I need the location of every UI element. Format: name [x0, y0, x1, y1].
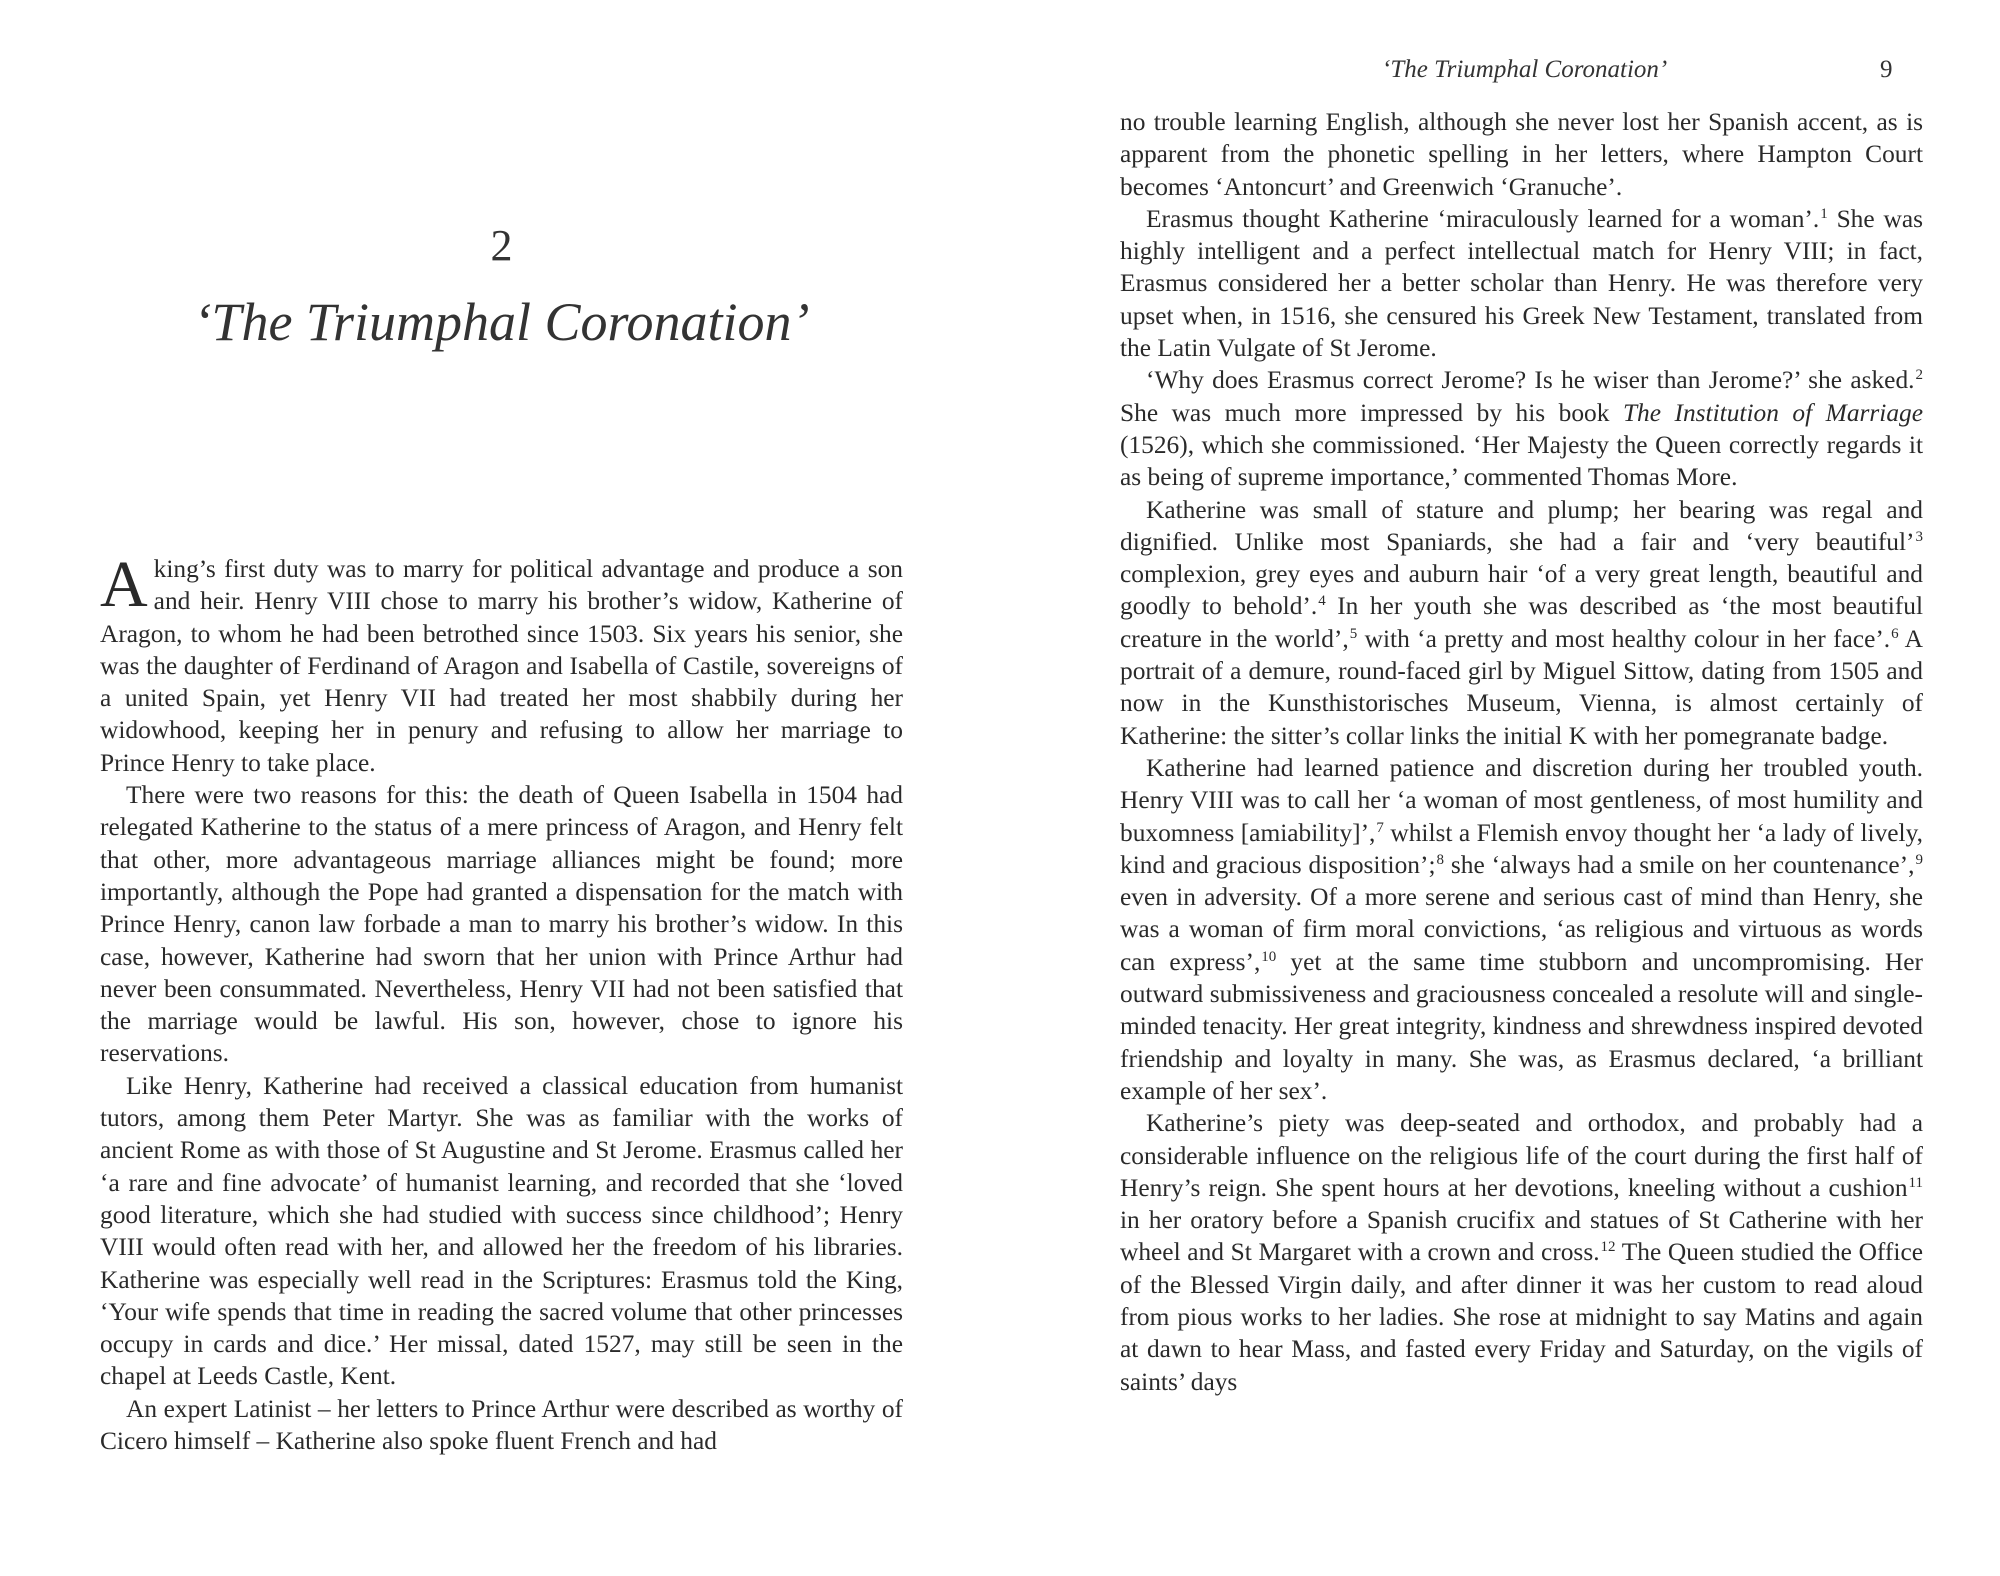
paragraph-text: Katherine’s piety was deep-seated and orthodox, and probably had a considerable influence on the religious life of the court during the first half of Henry’s reign. She spent hours at her devotions, kneeling without a cushion — [1120, 1109, 1923, 1202]
paragraph-text: king’s first duty was to marry for political advantage and produce a son and heir. Henry VIII chose to marry his brother’s widow, Katherine of Aragon, to whom he had been betrothed since 1503. Six years his senior, she was the daughter of Ferdinand of Aragon and Isabella of Castile, sovereigns of a united Spain, yet Henry VII had treated her most shabbily during her widowhood, keeping her in penury and refusing to allow her marriage to Prince Henry to take place. — [100, 555, 903, 777]
paragraph-text: she ‘always had a smile on her countenance’, — [1444, 850, 1915, 879]
paragraph — [1120, 106, 1923, 203]
paragraph-text: She was much more impressed by his book — [1120, 398, 1623, 427]
right-page — [1000, 0, 2000, 1576]
left-body-text — [100, 548, 903, 1457]
drop-cap: A — [100, 548, 148, 621]
paragraph-text: Like Henry, Katherine had received a classical education from humanist tutors, among them Peter Martyr. She was as familiar with the works of ancient Rome as with those of St Augustine and St Jerome. Erasmus called her ‘a rare and fine advocate’ of humanist learning, and recorded that she ‘loved good literature, which she had studied with success since childhood’; Henry VIII would often read with her, and allowed her the freedom of his libraries. Katherine was especially well read in the Scriptures: Erasmus told the King, ‘Your wife spends that time in reading the sacred volume that other princesses occupy in cards and dice.’ Her missal, dated 1527, may still be seen in the chapel at Leeds Castle, Kent. — [100, 1071, 903, 1391]
right-body-text — [1120, 106, 1923, 1398]
footnote-ref: 12 — [1600, 1239, 1616, 1256]
paragraph-text: ‘Why does Erasmus correct Jerome? Is he wiser than Jerome?’ she asked. — [1146, 366, 1915, 395]
paragraph — [1120, 203, 1923, 364]
paragraph-text: even in adversity. Of a more serene and serious cast of mind than Henry, she was a woman of firm moral convictions, ‘as religious and virtuous as words can express’, — [1120, 883, 1923, 976]
footnote-ref: 1 — [1820, 205, 1828, 222]
paragraph-text: in her oratory before a Spanish crucifix and statues of St Catherine with her wheel and St Margaret with a crown and cross. — [1120, 1206, 1923, 1267]
paragraph-text: whilst a Flemish envoy thought her ‘a lady of lively, kind and gracious disposition’; — [1120, 818, 1923, 879]
footnote-ref: 4 — [1318, 593, 1326, 610]
footnote-ref: 7 — [1376, 819, 1384, 836]
footnote-ref: 6 — [1891, 625, 1899, 642]
paragraph — [100, 548, 903, 779]
footnote-ref: 9 — [1915, 851, 1923, 868]
paragraph-text: In her youth she was described as ‘the most beautiful creature in the world’, — [1120, 592, 1924, 653]
paragraph-text: She was highly intelligent and a perfect intellectual match for Henry VIII; in fact, Erasmus considered her a better scholar than Henry. He was therefore very upset when, in 1516, she censured his Greek New Testament, translated from the Latin Vulgate of St Jerome. — [1120, 204, 1923, 363]
paragraph — [1120, 364, 1923, 493]
footnote-ref: 10 — [1261, 948, 1277, 965]
paragraph — [100, 779, 903, 1070]
paragraph-text: Katherine was small of stature and plump; her bearing was regal and dignified. Unlike most Spaniards, she had a fair and ‘very beautiful’ — [1120, 495, 1923, 556]
chapter-title: ‘The Triumphal Coronation’ — [193, 292, 810, 352]
footnote-ref: 5 — [1349, 625, 1358, 642]
chapter-number: 2 — [490, 221, 513, 270]
paragraph-text: Katherine had learned patience and discretion during her troubled youth. Henry VIII was to call her ‘a woman of most gentleness, of most humility and buxomness [amiability]’, — [1120, 753, 1923, 847]
footnote-ref: 11 — [1908, 1174, 1923, 1191]
running-head: ‘The Triumphal Coronation’ — [1382, 56, 1668, 83]
footnote-ref: 8 — [1436, 851, 1444, 868]
paragraph-text: with ‘a pretty and most healthy colour in her face’. — [1357, 624, 1891, 653]
paragraph — [1120, 494, 1923, 752]
paragraph — [1120, 752, 1923, 1107]
page-number: 9 — [1880, 56, 1893, 83]
footnote-ref: 2 — [1915, 367, 1923, 384]
paragraph-text: no trouble learning English, although she never lost her Spanish accent, as is apparent from the phonetic spelling in her letters, where Hampton Court becomes ‘Antoncurt’ and Greenwich ‘Granuche’. — [1120, 108, 1923, 201]
footnote-ref: 3 — [1915, 528, 1923, 545]
paragraph-text: The Queen studied the Office of the Blessed Virgin daily, and after dinner it was her custom to read aloud from pious works to her ladies. She rose at midnight to say Matins and again at dawn to hear Mass, and fasted every Friday and Saturday, on the vigils of saints’ days — [1120, 1238, 1923, 1396]
paragraph-text: Erasmus thought Katherine ‘miraculously learned for a woman’. — [1146, 204, 1820, 233]
paragraph-text: There were two reasons for this: the death of Queen Isabella in 1504 had relegated Katherine to the status of a mere princess of Aragon, and Henry felt that other, more advantageous marriage alliances might be found; more importantly, although the Pope had granted a dispensation for the match with Prince Henry, canon law forbade a man to marry his brother’s widow. In this case, however, Katherine had sworn that her union with Prince Arthur had never been consummated. Nevertheless, Henry VII had not been satisfied that the marriage would be lawful. His son, however, chose to ignore his reservations. — [100, 781, 903, 1068]
paragraph-text: An expert Latinist – her letters to Prince Arthur were described as worthy of Cicero himself – Katherine also spoke fluent French and had — [100, 1394, 903, 1456]
paragraph — [100, 1393, 903, 1458]
paragraph-text: (1526), which she commissioned. ‘Her Majesty the Queen correctly regards it as being of supreme importance,’ commented Thomas More. — [1120, 430, 1923, 492]
paragraph — [100, 1070, 903, 1393]
book-title: The Institution of Marriage — [1622, 398, 1923, 427]
paragraph-text: complexion, grey eyes and auburn hair ‘of a very great length, beautiful and goodly to behold’. — [1120, 560, 1923, 621]
paragraph-text: yet at the same time stubborn and uncompromising. Her outward submissiveness and graciousness concealed a resolute will and single-minded tenacity. Her great integrity, kindness and shrewdness inspired devoted friendship and loyalty in many. She was, as Erasmus declared, ‘a brilliant example of her sex’. — [1120, 947, 1923, 1105]
paragraph — [1120, 1107, 1923, 1398]
paragraph-text: A portrait of a demure, round-faced girl by Miguel Sittow, dating from 1505 and now in the Kunsthistorisches Museum, Vienna, is almost certainly of Katherine: the sitter’s collar links the initial K with her pomegranate badge. — [1120, 624, 1923, 750]
